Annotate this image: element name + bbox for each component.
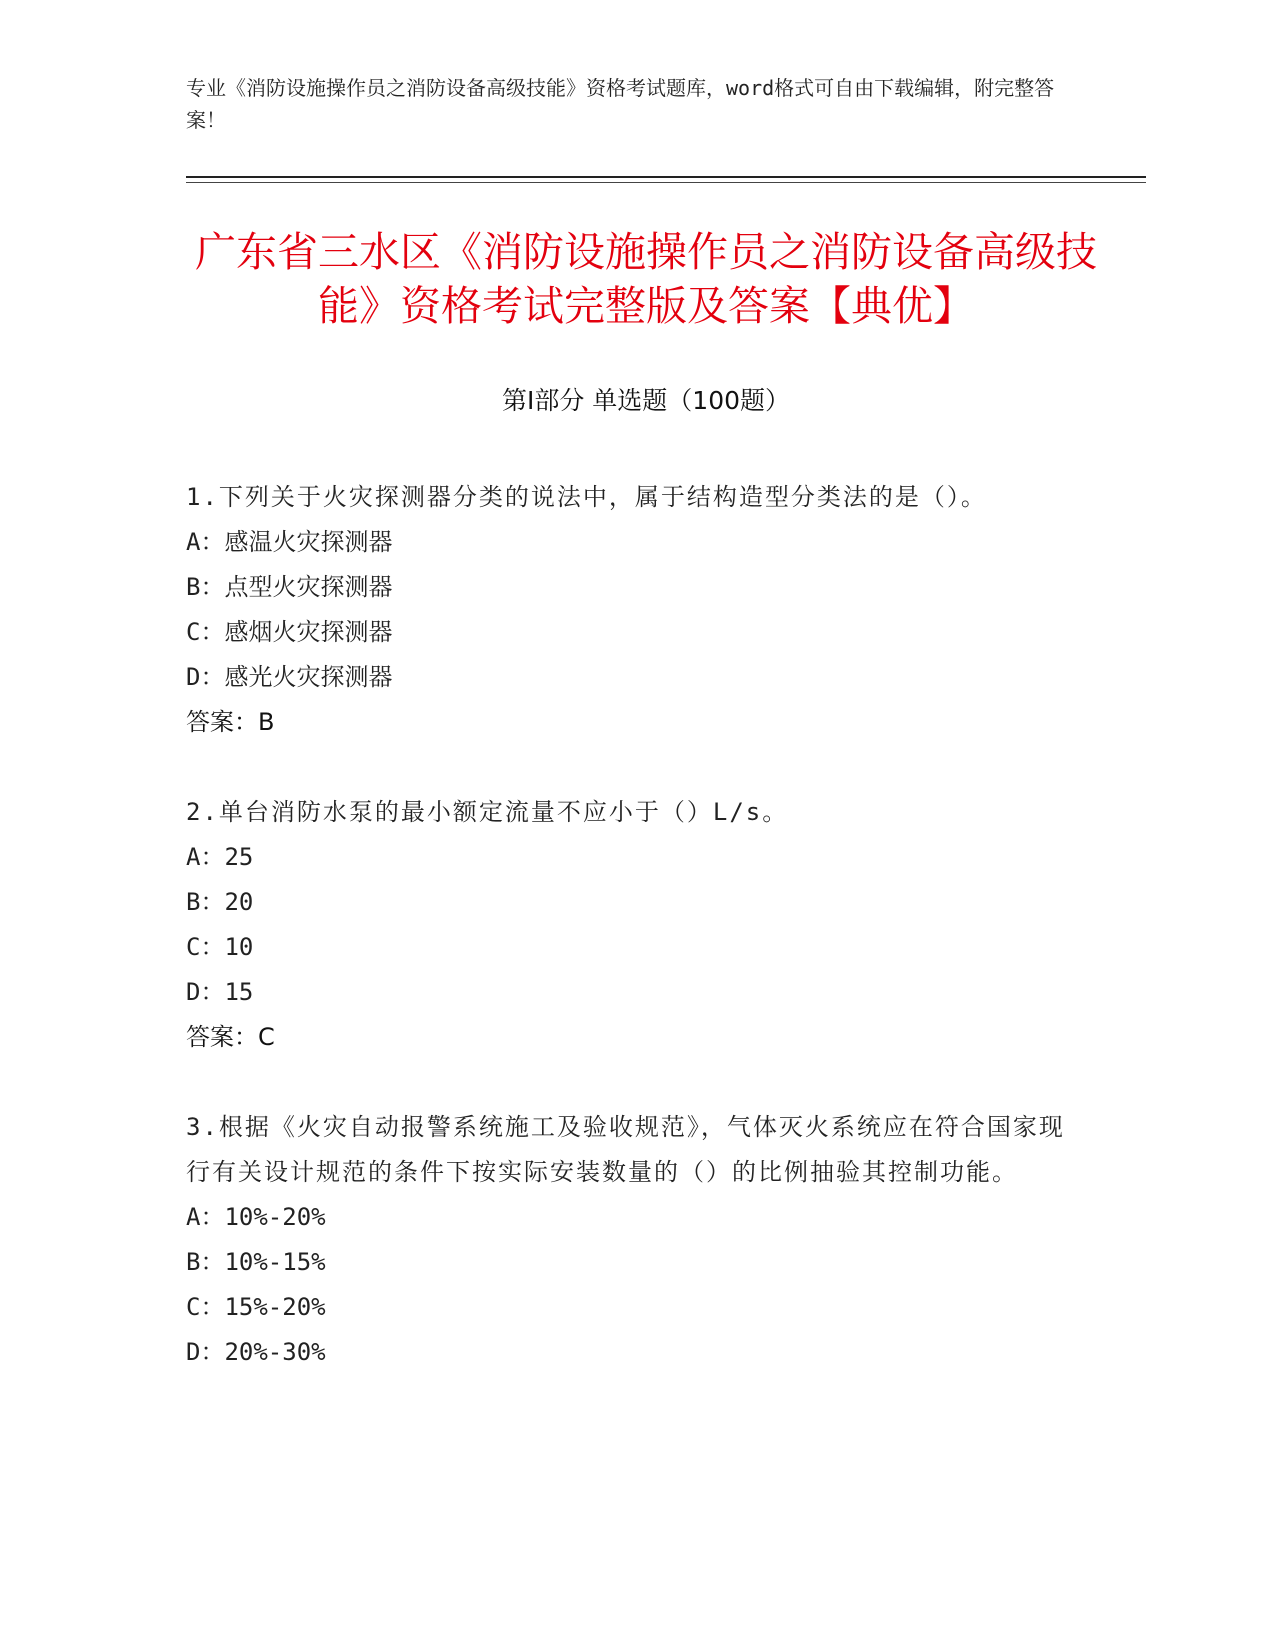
option-a: A：10%-20% <box>186 1203 326 1231</box>
header-rule-thick <box>186 176 1146 178</box>
section-heading: 第Ⅰ部分 单选题（100题） <box>501 386 791 415</box>
option-c: C：10 <box>186 933 254 961</box>
question-stem: 1.下列关于火灾探测器分类的说法中，属于结构造型分类法的是（）。 <box>186 483 987 511</box>
option-c: C：感烟火灾探测器 <box>186 618 393 646</box>
option-b: B：20 <box>186 888 254 916</box>
answer: 答案：B <box>186 708 275 736</box>
question-2 <box>186 790 1066 1060</box>
option-a: A：感温火灾探测器 <box>186 528 393 556</box>
option-d: D：15 <box>186 978 254 1006</box>
header-note: 专业《消防设施操作员之消防设备高级技能》资格考试题库，word格式可自由下载编辑，附完整答案！ <box>186 76 1055 132</box>
option-c: C：15%-20% <box>186 1293 326 1321</box>
option-b: B：点型火灾探测器 <box>186 573 393 601</box>
option-b: B：10%-15% <box>186 1248 326 1276</box>
option-a: A：25 <box>186 843 254 871</box>
question-stem: 3.根据《火灾自动报警系统施工及验收规范》，气体灭火系统应在符合国家现行有关设计规范的条件下按实际安装数量的（）的比例抽验其控制功能。 <box>186 1113 1065 1186</box>
question-stem: 2.单台消防水泵的最小额定流量不应小于（）L/s。 <box>186 798 789 826</box>
question-1 <box>186 475 1066 745</box>
option-d: D：感光火灾探测器 <box>186 663 393 691</box>
header-rule-thin <box>186 182 1146 183</box>
option-d: D：20%-30% <box>186 1338 326 1366</box>
answer: 答案：C <box>186 1023 275 1051</box>
question-3 <box>186 1105 1066 1375</box>
question-list <box>186 475 1066 1375</box>
document-title: 广东省三水区《消防设施操作员之消防设备高级技能》资格考试完整版及答案【典优】 <box>195 228 1097 330</box>
